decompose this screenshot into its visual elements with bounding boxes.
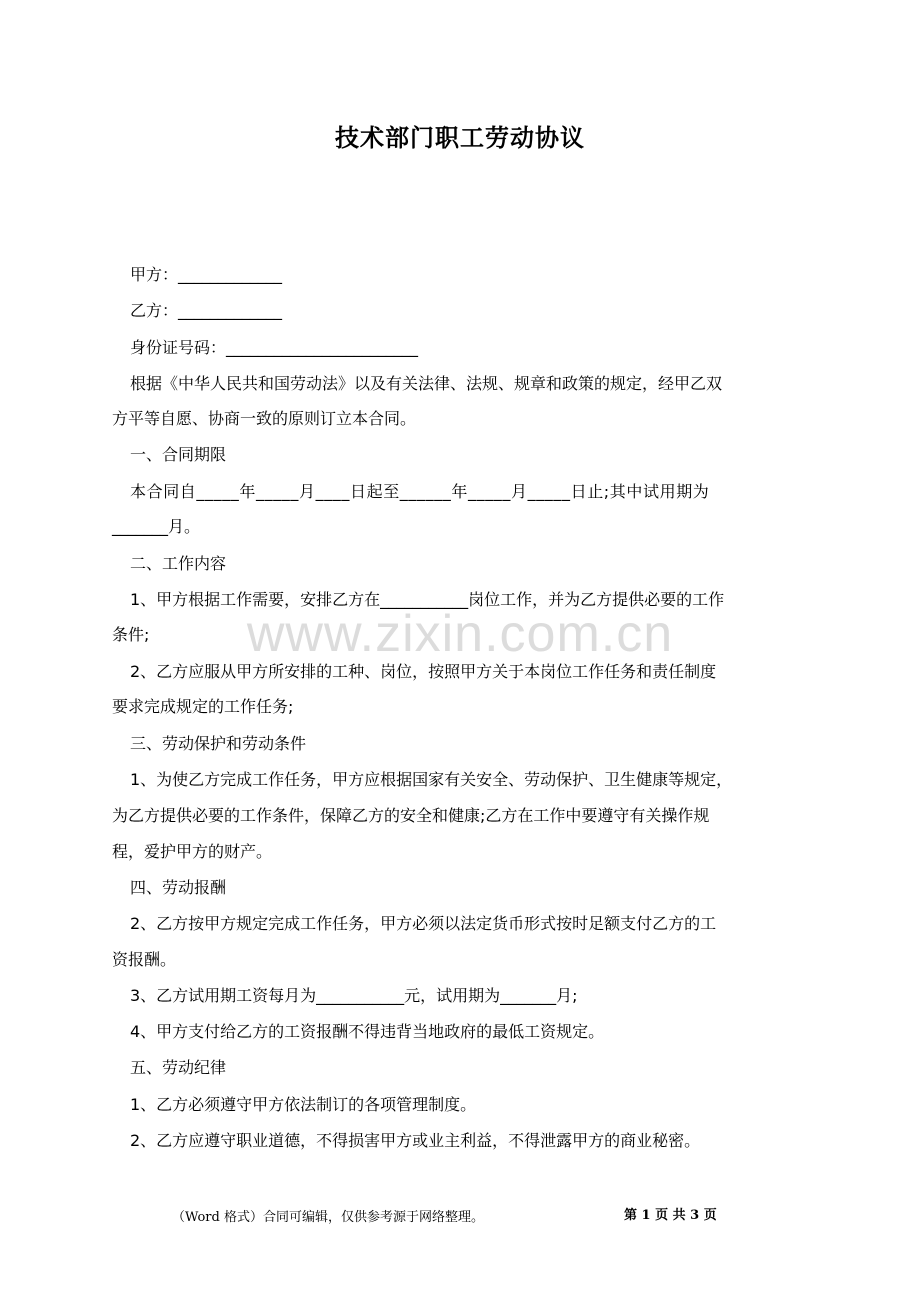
section-3-item1-line3: 程，爱护甲方的财产。	[112, 842, 273, 861]
section-3-heading: 三、劳动保护和劳动条件	[130, 734, 307, 753]
section-4-heading: 四、劳动报酬	[130, 878, 227, 897]
section-1-line2: _______月。	[112, 517, 201, 536]
section-5-item1: 1、乙方必须遵守甲方依法制订的各项管理制度。	[130, 1095, 477, 1114]
footer-note: （Word 格式）合同可编辑，仅供参考源于网络整理。	[172, 1210, 484, 1225]
intro-paragraph-line2: 方平等自愿、协商一致的原则订立本合同。	[112, 409, 417, 428]
section-1-heading: 一、合同期限	[130, 445, 227, 464]
watermark: www.zixin.com.cn	[246, 605, 674, 663]
intro-paragraph-line1: 根据《中华人民共和国劳动法》以及有关法律、法规、规章和政策的规定，经甲乙双	[130, 374, 723, 393]
section-1-line1: 本合同自_____年_____月____日起至______年_____月_____日止;其中试用期为	[130, 482, 710, 501]
section-5-heading: 五、劳动纪律	[130, 1058, 227, 1077]
section-3-item1-line1: 1、为使乙方完成工作任务，甲方应根据国家有关安全、劳动保护、卫生健康等规定，	[130, 770, 733, 789]
section-2-item2-line1: 2、乙方应服从甲方所安排的工种、岗位，按照甲方关于本岗位工作任务和责任制度	[130, 662, 717, 681]
section-2-item2-line2: 要求完成规定的工作任务;	[112, 697, 294, 716]
id-number-field: 身份证号码：________________________	[130, 338, 419, 357]
party-a-field: 甲方：_____________	[130, 265, 283, 284]
document-title: 技术部门职工劳动协议	[335, 124, 585, 152]
section-4-item3: 3、乙方试用期工资每月为___________元，试用期为_______月;	[130, 986, 578, 1005]
party-b-field: 乙方：_____________	[130, 301, 283, 320]
section-2-heading: 二、工作内容	[130, 554, 227, 573]
section-4-item4: 4、甲方支付给乙方的工资报酬不得违背当地政府的最低工资规定。	[130, 1022, 605, 1041]
section-2-item1-line2: 条件;	[112, 625, 150, 644]
section-5-item2: 2、乙方应遵守职业道德，不得损害甲方或业主利益，不得泄露甲方的商业秘密。	[130, 1131, 701, 1150]
page-indicator: 第 1 页 共 3 页	[624, 1208, 717, 1223]
section-3-item1-line2: 为乙方提供必要的工作条件，保障乙方的安全和健康;乙方在工作中要遵守有关操作规	[112, 806, 710, 825]
section-4-item2-line1: 2、乙方按甲方规定完成工作任务，甲方必须以法定货币形式按时足额支付乙方的工	[130, 914, 717, 933]
section-2-item1-line1: 1、甲方根据工作需要，安排乙方在___________岗位工作，并为乙方提供必要的工作	[130, 590, 725, 609]
section-4-item2-line2: 资报酬。	[112, 950, 177, 969]
